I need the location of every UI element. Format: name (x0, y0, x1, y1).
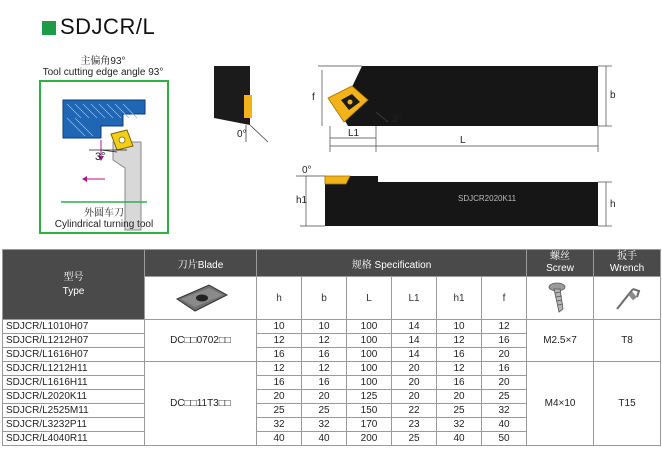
dim-h1-label: h1 (296, 195, 308, 206)
value-cell: 20 (302, 390, 347, 404)
value-cell: 40 (257, 432, 302, 446)
screw-image-cell (527, 277, 594, 320)
value-cell: 12 (437, 334, 482, 348)
col-b: b (302, 277, 347, 320)
value-cell: 12 (482, 320, 527, 334)
value-cell: 25 (302, 404, 347, 418)
col-L1: L1 (392, 277, 437, 320)
type-header (3, 250, 145, 320)
value-cell: 10 (302, 320, 347, 334)
screw-header-en: Screw (546, 263, 574, 274)
value-cell: 20 (392, 390, 437, 404)
value-cell: 20 (392, 362, 437, 376)
blade-image-cell (145, 277, 257, 320)
value-cell: 12 (437, 362, 482, 376)
value-cell: 25 (437, 404, 482, 418)
blade-code: DC□□11T3□□ (145, 362, 257, 446)
value-cell: 170 (347, 418, 392, 432)
angle-note-cn: 主偏角93° (80, 56, 126, 67)
col-h: h (257, 277, 302, 320)
value-cell: 12 (302, 334, 347, 348)
value-cell: 12 (257, 362, 302, 376)
value-cell: 16 (482, 362, 527, 376)
screw-icon (545, 279, 575, 315)
type-header-cn: 型号 (63, 271, 84, 283)
value-cell: 32 (257, 418, 302, 432)
page-title: SDJCR/L (60, 14, 156, 39)
top-view (340, 66, 598, 126)
value-cell: 50 (482, 432, 527, 446)
blade-code: DC□□0702□□ (145, 320, 257, 362)
wrench-spec: T8 (594, 320, 661, 362)
wrench-header (594, 250, 661, 277)
value-cell: 10 (257, 320, 302, 334)
screw-header (527, 250, 594, 277)
value-cell: 100 (347, 334, 392, 348)
spec-table (2, 249, 661, 446)
value-cell: 14 (392, 320, 437, 334)
value-cell: 10 (437, 320, 482, 334)
value-cell: 16 (437, 348, 482, 362)
panel-caption-cn: 外圆车刀 (84, 208, 124, 219)
end-view-angle: 0° (237, 129, 247, 140)
col-f: f (482, 277, 527, 320)
panel-angle-label: 3° (95, 151, 106, 163)
value-cell: 14 (392, 348, 437, 362)
wrench-icon (609, 279, 645, 315)
value-cell: 20 (437, 390, 482, 404)
value-cell: 32 (302, 418, 347, 432)
value-cell: 40 (302, 432, 347, 446)
value-cell: 16 (482, 334, 527, 348)
value-cell: 16 (437, 376, 482, 390)
value-cell: 100 (347, 362, 392, 376)
panel-caption-en: Cylindrical turning tool (54, 219, 154, 230)
model-cell: SDJCR/L2020K11 (3, 390, 145, 404)
wrench-spec: T15 (594, 362, 661, 446)
dim-h-label: h (610, 199, 616, 210)
model-cell: SDJCR/L1212H07 (3, 334, 145, 348)
wrench-header-cn: 扳手 (617, 251, 638, 262)
blade-header: 刀片Blade (145, 250, 257, 277)
value-cell: 16 (257, 376, 302, 390)
value-cell: 22 (392, 404, 437, 418)
type-header-en: Type (62, 285, 85, 297)
model-cell: SDJCR/L1212H11 (3, 362, 145, 376)
side-view-angle: 0° (302, 165, 312, 176)
angle-note-en: Tool cutting edge angle 93° (42, 67, 164, 78)
value-cell: 23 (392, 418, 437, 432)
value-cell: 12 (302, 362, 347, 376)
screw-spec: M2.5×7 (527, 320, 594, 362)
value-cell: 100 (347, 320, 392, 334)
model-cell: SDJCR/L1616H07 (3, 348, 145, 362)
value-cell: 25 (257, 404, 302, 418)
wrench-image-cell (594, 277, 661, 320)
col-L: L (347, 277, 392, 320)
engraving-text: SDJCR2020K11 (458, 194, 517, 203)
col-h1: h1 (437, 277, 482, 320)
value-cell: 14 (392, 334, 437, 348)
model-cell: SDJCR/L4040R11 (3, 432, 145, 446)
value-cell: 16 (302, 348, 347, 362)
value-cell: 20 (482, 376, 527, 390)
model-cell: SDJCR/L3232P11 (3, 418, 145, 432)
spec-header: 规格 Specification (257, 250, 527, 277)
value-cell: 25 (482, 390, 527, 404)
value-cell: 32 (437, 418, 482, 432)
screw-spec: M4×10 (527, 362, 594, 446)
value-cell: 20 (257, 390, 302, 404)
value-cell: 100 (347, 348, 392, 362)
dim-l-label: L (460, 135, 466, 146)
value-cell: 150 (347, 404, 392, 418)
value-cell: 100 (347, 376, 392, 390)
top-view-angle: 3° (392, 114, 402, 125)
value-cell: 32 (482, 404, 527, 418)
value-cell: 12 (257, 334, 302, 348)
dim-b-label: b (610, 90, 616, 101)
value-cell: 40 (437, 432, 482, 446)
value-cell: 16 (302, 376, 347, 390)
value-cell: 200 (347, 432, 392, 446)
value-cell: 25 (392, 432, 437, 446)
model-cell: SDJCR/L1616H11 (3, 376, 145, 390)
model-cell: SDJCR/L1010H07 (3, 320, 145, 334)
screw-header-cn: 螺丝 (550, 251, 571, 262)
wrench-header-en: Wrench (609, 263, 645, 274)
model-cell: SDJCR/L2525M11 (3, 404, 145, 418)
blade-insert-icon (171, 279, 231, 315)
value-cell: 20 (482, 348, 527, 362)
value-cell: 40 (482, 418, 527, 432)
value-cell: 20 (392, 376, 437, 390)
value-cell: 16 (257, 348, 302, 362)
dim-f-label: f (312, 92, 315, 103)
value-cell: 125 (347, 390, 392, 404)
dim-l1-label: L1 (348, 128, 360, 139)
